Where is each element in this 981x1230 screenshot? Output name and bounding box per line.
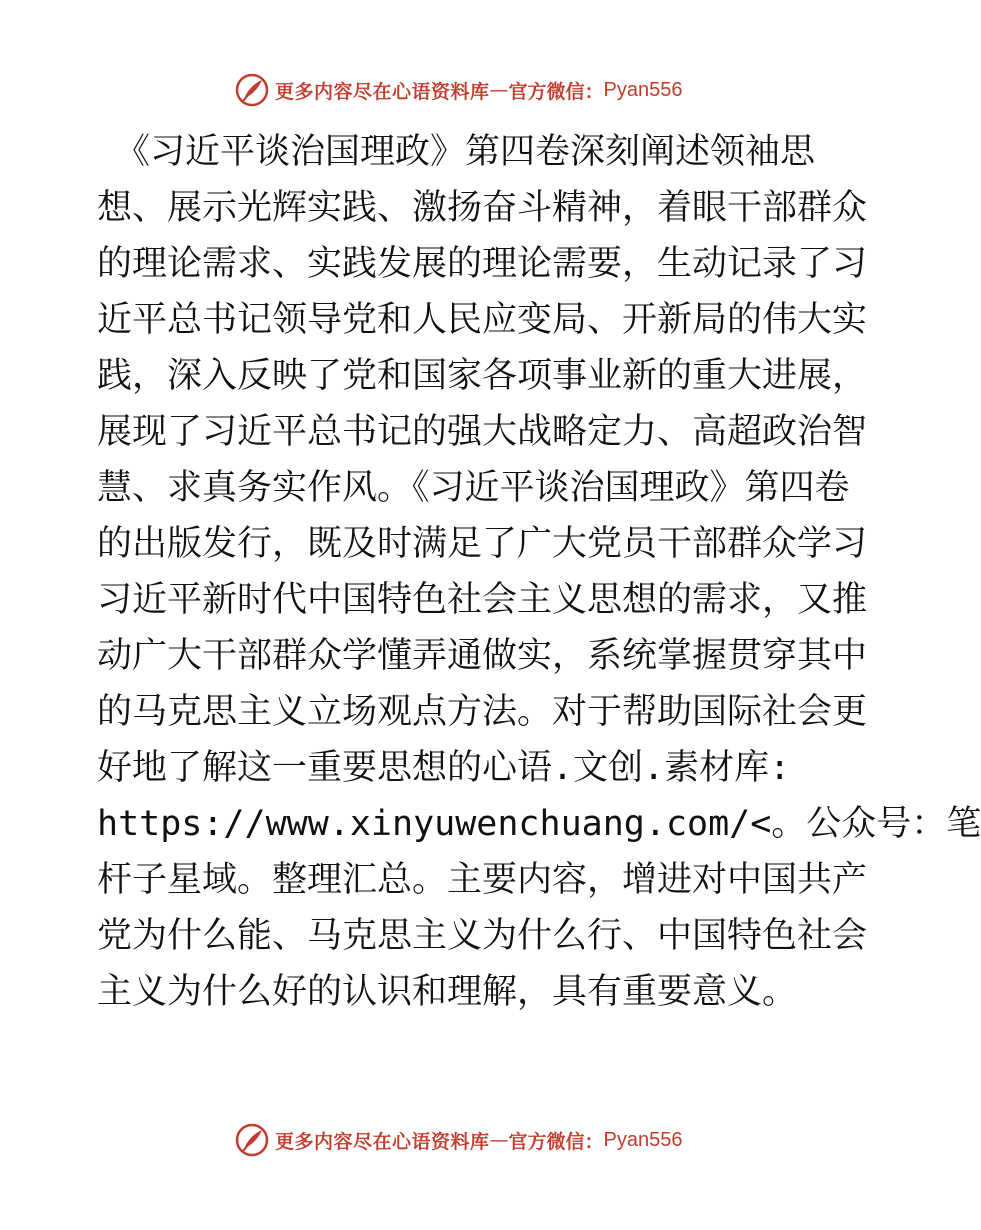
article-line-15: 党为什么能、马克思主义为什么行、中国特色社会 (97, 916, 868, 956)
article-line-9: 习近平新时代中国特色社会主义思想的需求，又推 (97, 580, 868, 620)
article-line-2: 想、展示光辉实践、激扬奋斗精神，着眼干部群众 (97, 188, 868, 228)
header-banner (235, 72, 715, 108)
article-line-7: 慧、求真务实作风。《习近平谈治国理政》第四卷 (97, 468, 850, 508)
footer-wechat-id: Pyan556 (603, 1128, 683, 1151)
header-separator: — (489, 79, 509, 101)
article-line-13-url: https://www.xinyuwenchuang.com/<。公众号：笔 (97, 804, 981, 844)
article-line-3: 的理论需求、实践发展的理论需要，生动记录了习 (97, 244, 868, 284)
footer-separator: — (489, 1129, 509, 1151)
article-body (97, 124, 981, 1020)
footer-banner (235, 1122, 715, 1158)
article-line-4: 近平总书记领导党和人民应变局、开新局的伟大实 (97, 300, 868, 340)
article-line-11: 的马克思主义立场观点方法。对于帮助国际社会更 (97, 692, 868, 732)
article-line-1: 《习近平谈治国理政》第四卷深刻阐述领袖思 (115, 132, 816, 172)
article-line-14: 杆子星域。整理汇总。主要内容，增进对中国共产 (97, 860, 868, 900)
article-line-12: 好地了解这一重要思想的心语.文创.素材库: (97, 748, 791, 788)
footer-site-name: 更多内容尽在心语资料库 (275, 1130, 490, 1153)
article-line-5: 践，深入反映了党和国家各项事业新的重大进展， (97, 356, 868, 396)
feather-pen-logo-icon (235, 73, 269, 107)
header-wechat-id: Pyan556 (603, 78, 683, 101)
footer-wechat-label: 官方微信： (508, 1130, 604, 1153)
feather-pen-logo-icon (235, 1123, 269, 1157)
article-line-6: 展现了习近平总书记的强大战略定力、高超政治智 (97, 412, 868, 452)
article-line-16: 主义为什么好的认识和理解，具有重要意义。 (97, 972, 798, 1012)
article-line-8: 的出版发行，既及时满足了广大党员干部群众学习 (97, 524, 868, 564)
header-site-name: 更多内容尽在心语资料库 (275, 80, 490, 103)
article-line-10: 动广大干部群众学懂弄通做实，系统掌握贯穿其中 (97, 636, 868, 676)
header-wechat-label: 官方微信： (508, 80, 604, 103)
